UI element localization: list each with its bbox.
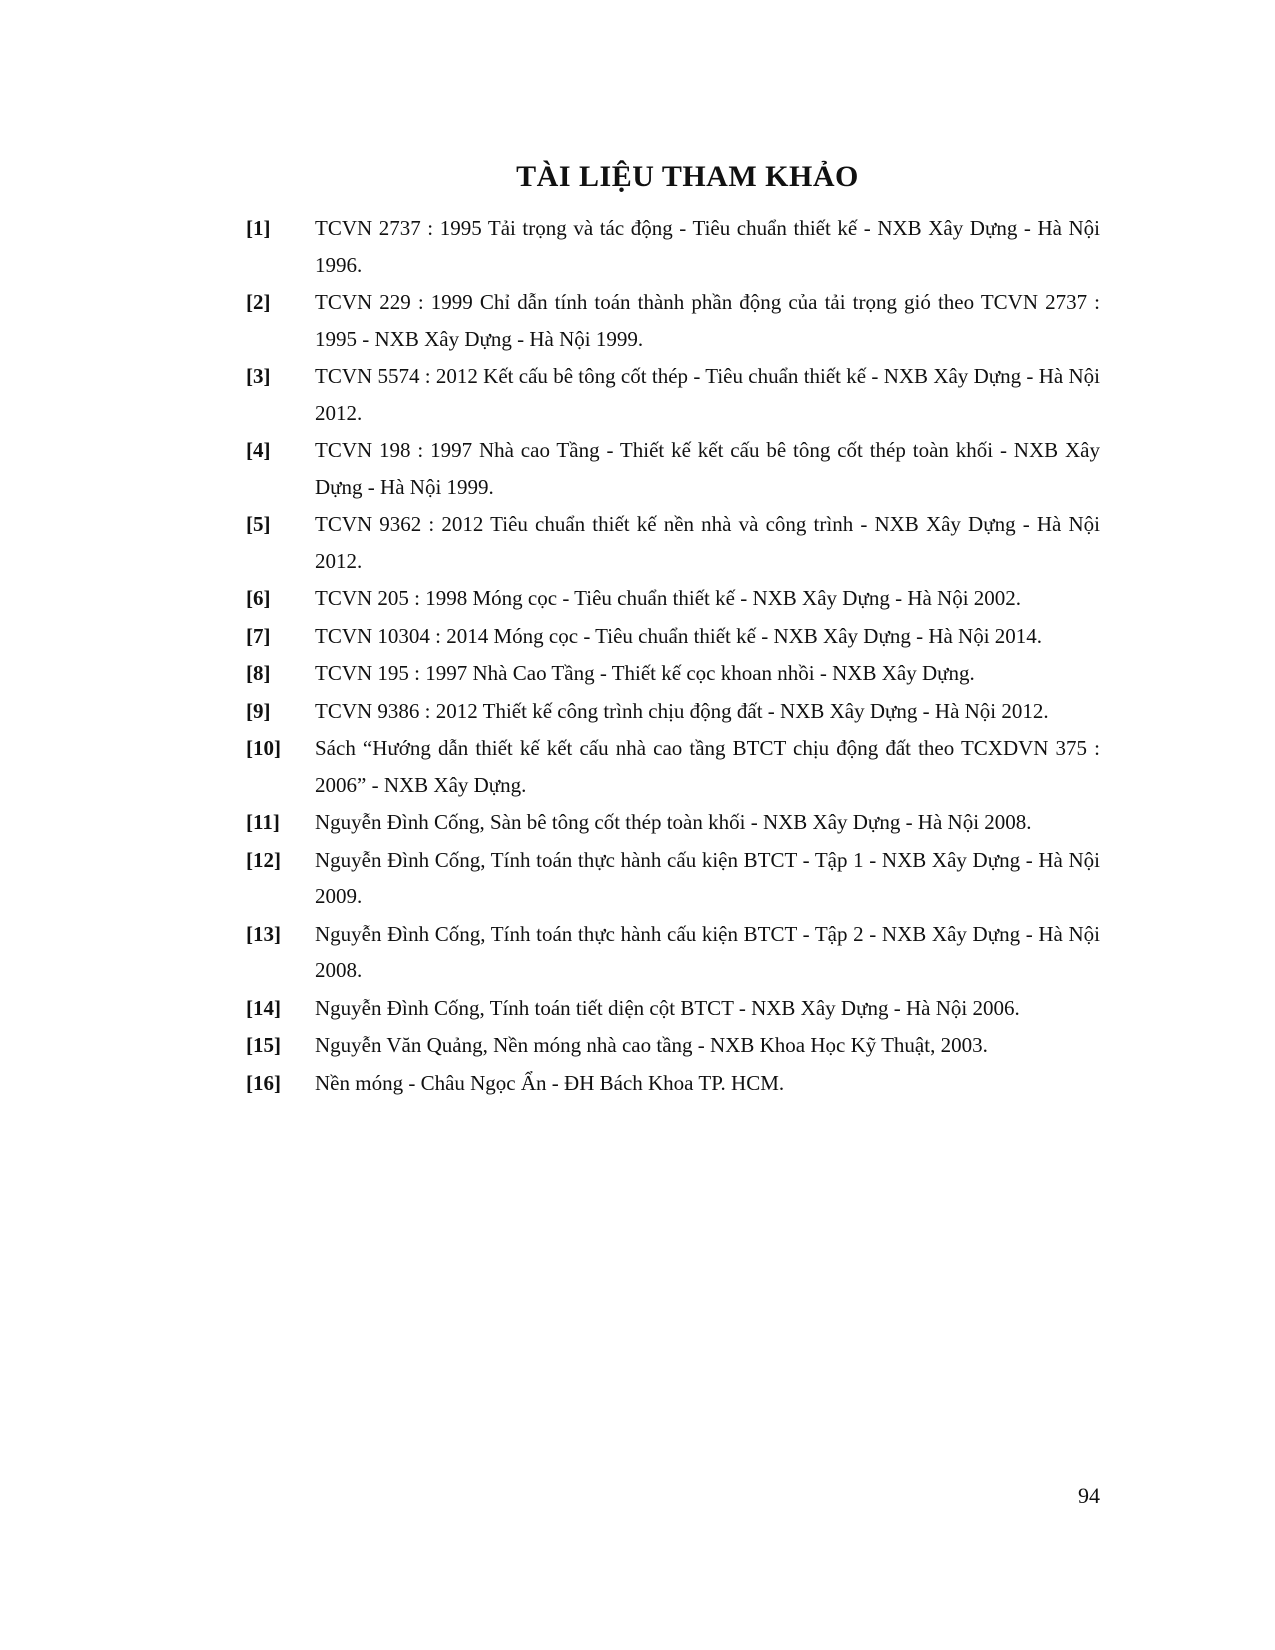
reference-text: TCVN 229 : 1999 Chỉ dẫn tính toán thành phần động của tải trọng gió theo TCVN 2737 : 1995 - NXB Xây Dựng - Hà Nội 1999. [315, 290, 1100, 351]
reference-number: [11] [246, 810, 280, 834]
page-title: TÀI LIỆU THAM KHẢO [516, 160, 859, 193]
reference-text: TCVN 10304 : 2014 Móng cọc - Tiêu chuẩn thiết kế - NXB Xây Dựng - Hà Nội 2014. [315, 623, 1043, 648]
reference-number: [12] [246, 847, 281, 872]
reference-item [246, 990, 1100, 1027]
reference-text: Nguyễn Văn Quảng, Nền móng nhà cao tầng - NXB Khoa Học Kỹ Thuật, 2003. [315, 1033, 988, 1057]
reference-item [246, 655, 1100, 692]
reference-item [246, 618, 1100, 655]
reference-item [246, 358, 1100, 431]
reference-text: Nguyễn Đình Cống, Tính toán tiết diện cột BTCT - NXB Xây Dựng - Hà Nội 2006. [315, 995, 1020, 1020]
reference-text: TCVN 195 : 1997 Nhà Cao Tầng - Thiết kế cọc khoan nhồi - NXB Xây Dựng. [315, 661, 975, 685]
page-number: 94 [1078, 1483, 1100, 1508]
reference-item [246, 1027, 1100, 1064]
reference-number: [4] [246, 438, 271, 462]
reference-text: TCVN 2737 : 1995 Tải trọng và tác động - Tiêu chuẩn thiết kế - NXB Xây Dựng - Hà Nội 1996. [315, 216, 1100, 277]
reference-number: [13] [246, 921, 281, 946]
reference-item [246, 693, 1100, 730]
reference-item [246, 506, 1100, 579]
reference-item [246, 916, 1100, 989]
reference-text: TCVN 205 : 1998 Móng cọc - Tiêu chuẩn thiết kế - NXB Xây Dựng - Hà Nội 2002. [315, 586, 1022, 610]
reference-number: [5] [246, 512, 271, 536]
reference-number: [7] [246, 623, 271, 648]
reference-text: TCVN 5574 : 2012 Kết cấu bê tông cốt thép - Tiêu chuẩn thiết kế - NXB Xây Dựng - Hà Nội 2012. [315, 364, 1100, 425]
reference-text: Sách “Hướng dẫn thiết kế kết cấu nhà cao tầng BTCT chịu động đất theo TCXDVN 375 : 2006” - NXB Xây Dựng. [315, 736, 1100, 797]
reference-text: TCVN 9386 : 2012 Thiết kế công trình chịu động đất - NXB Xây Dựng - Hà Nội 2012. [315, 698, 1049, 723]
reference-number: [2] [246, 290, 271, 314]
reference-item [246, 1065, 1100, 1102]
reference-number: [3] [246, 364, 271, 388]
reference-item [246, 210, 1100, 283]
reference-number: [15] [246, 1033, 281, 1057]
reference-number: [1] [246, 216, 271, 240]
reference-number: [10] [246, 736, 281, 760]
reference-item [246, 842, 1100, 915]
reference-item [246, 432, 1100, 505]
reference-text: Nguyễn Đình Cống, Sàn bê tông cốt thép toàn khối - NXB Xây Dựng - Hà Nội 2008. [315, 810, 1032, 834]
reference-text: Nền móng - Châu Ngọc Ẩn - ĐH Bách Khoa TP. HCM. [315, 1070, 785, 1095]
reference-text: Nguyễn Đình Cống, Tính toán thực hành cấu kiện BTCT - Tập 2 - NXB Xây Dựng - Hà Nội 2008. [315, 921, 1100, 982]
reference-text: TCVN 198 : 1997 Nhà cao Tầng - Thiết kế kết cấu bê tông cốt thép toàn khối - NXB Xây Dựng - Hà Nội 1999. [315, 438, 1100, 499]
reference-item [246, 804, 1100, 841]
reference-number: [16] [246, 1070, 281, 1095]
reference-text: Nguyễn Đình Cống, Tính toán thực hành cấu kiện BTCT - Tập 1 - NXB Xây Dựng - Hà Nội 2009. [315, 847, 1100, 908]
reference-number: [14] [246, 995, 281, 1020]
reference-text: TCVN 9362 : 2012 Tiêu chuẩn thiết kế nền nhà và công trình - NXB Xây Dựng - Hà Nội 2012. [315, 512, 1100, 573]
reference-number: [6] [246, 586, 271, 610]
reference-item [246, 580, 1100, 617]
reference-item [246, 284, 1100, 357]
reference-number: [9] [246, 698, 271, 723]
reference-list [246, 210, 1100, 1102]
reference-item [246, 730, 1100, 803]
reference-number: [8] [246, 661, 271, 685]
